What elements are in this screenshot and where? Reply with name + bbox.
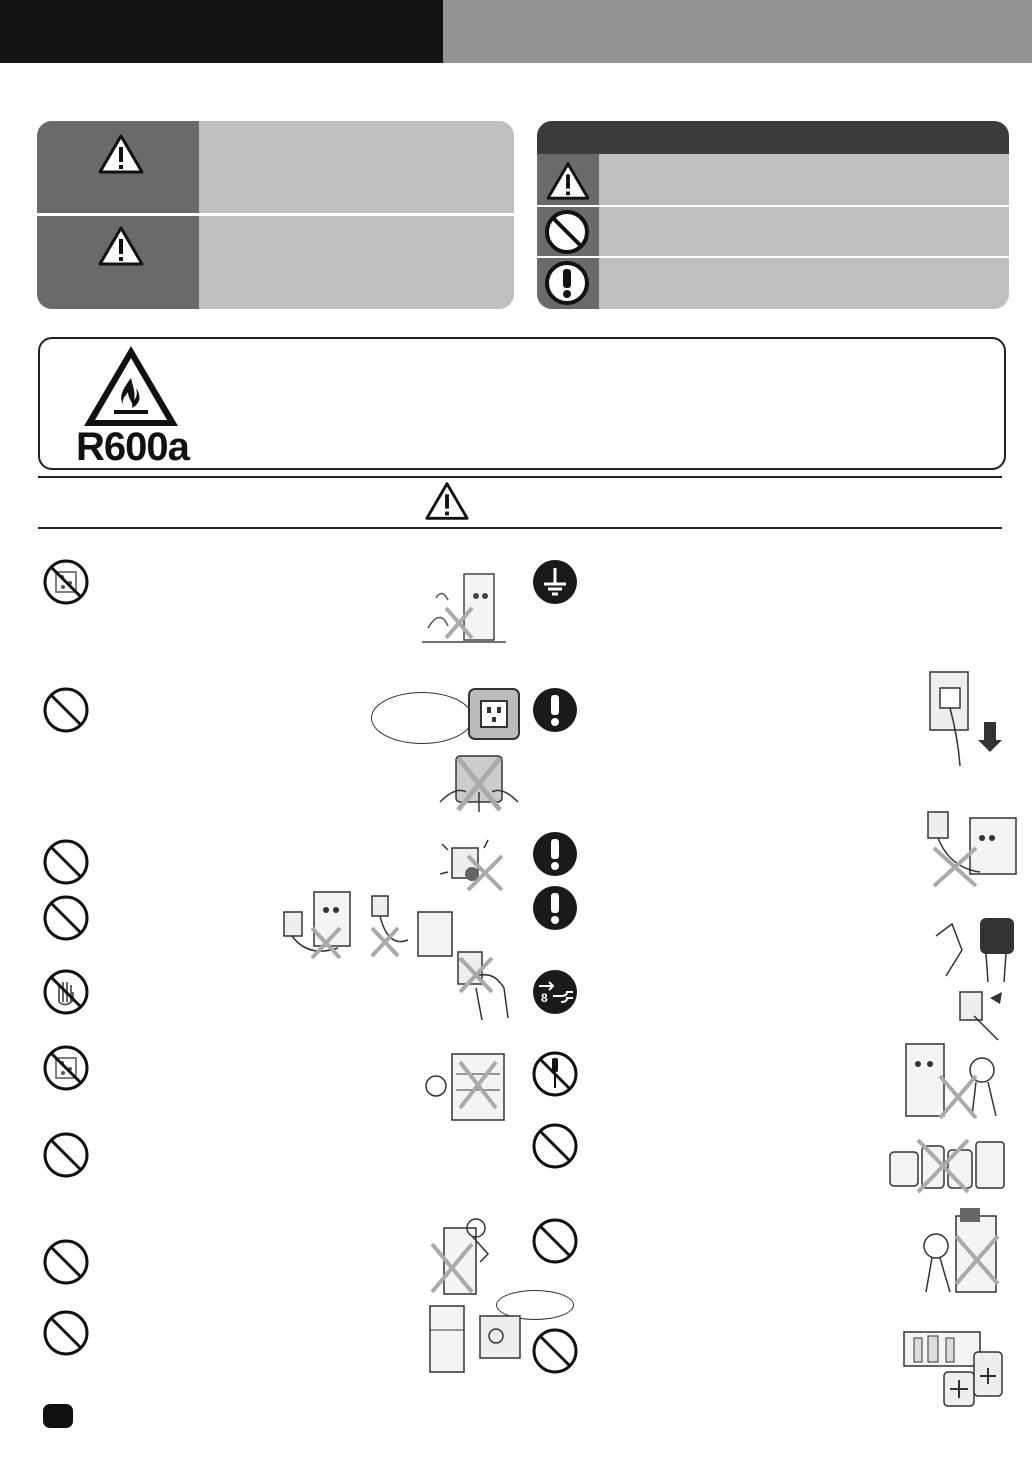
pull-plug-illustration [954,986,1010,1044]
warning-triangle-icon [97,133,145,175]
prohibited-icon [42,686,90,734]
medicine-storage-illustration [900,1322,1008,1410]
warning-triangle-icon [545,161,591,201]
disassembly-illustration [896,1040,1010,1120]
unplug-illustration [918,668,1006,770]
water-splash-illustration [418,568,510,652]
falling-object-illustration [906,1206,1010,1294]
prohibited-icon [42,1131,90,1179]
no-wet-hands-icon [42,968,90,1016]
cord-crush-illustration [920,808,1020,888]
prohibited-icon [42,1238,90,1286]
socket-illustration [466,686,522,742]
multi-plug-illustration [436,752,522,816]
flammable-warning-icon [80,342,182,430]
prohibited-icon [531,1122,579,1170]
prohibited-icon [531,1327,579,1375]
prohibited-icon [42,838,90,886]
symbol-legend-box [537,121,1009,309]
chemicals-illustration [884,1136,1010,1194]
mandatory-icon [531,686,579,734]
cord-damage-illustration [278,888,456,968]
mandatory-exclamation-icon [544,260,590,306]
no-disassembly-icon [531,1050,579,1098]
prohibited-icon [42,1309,90,1357]
header-bar-gray [443,0,1032,63]
no-water-icon [42,558,90,606]
header-bar-dark [0,0,443,63]
ground-icon [531,558,579,606]
svg-text:8: 8 [541,991,548,1005]
damaged-socket-illustration [432,834,506,894]
unplug-icon [531,968,579,1016]
child-inside-fridge-illustration [418,1300,524,1376]
speech-bubble [371,692,473,744]
mandatory-icon [531,884,579,932]
prohibited-icon [531,1217,579,1265]
caution-triangle-icon [97,225,145,267]
warning-section-icon [424,480,470,522]
open-fridge-illustration [416,1050,510,1124]
page-number-tab [43,1404,73,1428]
refrigerant-label: R600a [76,425,189,469]
legend-title-bar [537,121,1009,154]
prohibited-icon [544,209,590,255]
no-water-icon [42,1044,90,1092]
warning-caution-box [37,121,514,309]
cleaning-plug-illustration [926,906,1018,986]
child-climbing-illustration [428,1214,500,1296]
prohibited-icon [42,894,90,942]
wet-hand-plug-illustration [452,948,514,1022]
mandatory-icon [531,830,579,878]
